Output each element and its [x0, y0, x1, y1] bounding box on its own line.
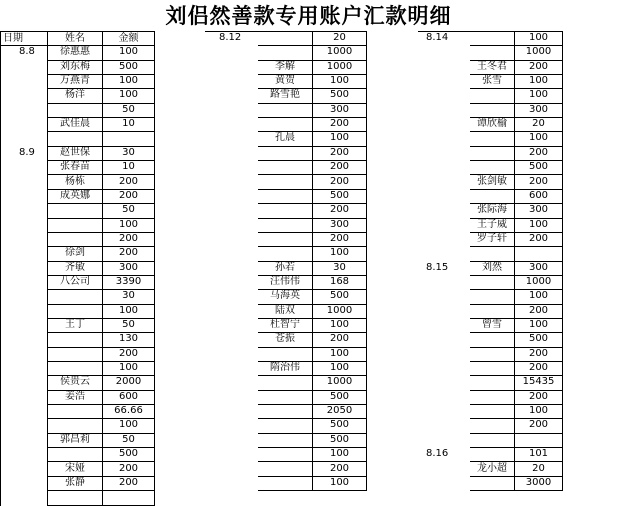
- block2-date-cell[interactable]: 8.12: [219, 32, 242, 43]
- block2-date-cell[interactable]: [205, 447, 258, 462]
- header-amount: 金额: [103, 31, 155, 46]
- block1-name-cell[interactable]: 徐惠惠: [48, 45, 103, 60]
- block3-amount-cell[interactable]: 500: [515, 160, 563, 175]
- block3-date-cell[interactable]: [418, 189, 470, 204]
- block1-amount-cell[interactable]: 66.66: [103, 404, 155, 419]
- block2-date-cell[interactable]: [205, 175, 258, 190]
- block1-name-cell[interactable]: 万燕青: [48, 74, 103, 89]
- block3-name-cell[interactable]: [470, 246, 515, 261]
- block1-name-cell[interactable]: [48, 289, 103, 304]
- block2-name-cell[interactable]: [258, 390, 313, 405]
- block2-name-cell[interactable]: [258, 103, 313, 118]
- block1-name-cell[interactable]: [48, 218, 103, 233]
- block3-name-cell[interactable]: [470, 375, 515, 390]
- block3-date-cell[interactable]: [418, 332, 470, 347]
- block2-name-cell[interactable]: [258, 476, 313, 491]
- block2-date-cell[interactable]: [205, 88, 258, 103]
- block2-amount-cell[interactable]: 1000: [313, 45, 367, 60]
- block2-name-cell[interactable]: [258, 117, 313, 132]
- block3-date-cell[interactable]: [418, 433, 470, 448]
- block1-date-cell[interactable]: 8.9: [0, 146, 48, 161]
- block3-amount-cell[interactable]: 100: [515, 218, 563, 233]
- block3-date-cell[interactable]: [418, 375, 470, 390]
- block2-date-cell[interactable]: [205, 74, 258, 89]
- block3-name-cell[interactable]: [470, 476, 515, 491]
- block3-name-cell[interactable]: 曾雪: [470, 318, 515, 333]
- block1-amount-cell[interactable]: 10: [103, 117, 155, 132]
- block2-date-cell[interactable]: [205, 332, 258, 347]
- block3-amount-cell[interactable]: 1000: [515, 275, 563, 290]
- block2-amount-cell[interactable]: 300: [313, 218, 367, 233]
- block1-date-cell[interactable]: 8.8: [0, 45, 48, 60]
- block1-date-cell[interactable]: [0, 117, 48, 132]
- block3-date-cell[interactable]: [418, 88, 470, 103]
- block3-date-cell[interactable]: 8.16: [426, 448, 449, 460]
- block1-amount-cell[interactable]: 100: [103, 45, 155, 60]
- block2-amount-cell[interactable]: 168: [313, 275, 367, 290]
- block2-amount-cell[interactable]: 1000: [313, 60, 367, 75]
- block3-date-cell[interactable]: [418, 289, 470, 304]
- block3-name-cell[interactable]: 罗子轩: [470, 232, 515, 247]
- block3-date-cell[interactable]: [418, 318, 470, 333]
- block1-date-cell[interactable]: [0, 275, 48, 290]
- block3-name-cell[interactable]: [470, 447, 515, 462]
- block2-date-cell[interactable]: [205, 117, 258, 132]
- block3-name-cell[interactable]: 谭欣榆: [470, 117, 515, 132]
- block3-date-cell[interactable]: [418, 175, 470, 190]
- block2-amount-cell[interactable]: 200: [313, 175, 367, 190]
- block2-amount-cell[interactable]: 500: [313, 433, 367, 448]
- block2-amount-cell[interactable]: 2050: [313, 404, 367, 419]
- block1-name-cell[interactable]: 徐剑: [48, 246, 103, 261]
- block2-amount-cell[interactable]: 200: [313, 117, 367, 132]
- block2-amount-cell[interactable]: 300: [313, 103, 367, 118]
- block1-amount-cell[interactable]: 200: [103, 462, 155, 477]
- block3-amount-cell[interactable]: 300: [515, 103, 563, 118]
- block2-name-cell[interactable]: [258, 418, 313, 433]
- block2-date-cell[interactable]: [205, 418, 258, 433]
- block3-date-cell[interactable]: [418, 462, 470, 477]
- block1-amount-cell[interactable]: 100: [103, 418, 155, 433]
- block3-amount-cell[interactable]: [515, 433, 563, 448]
- block1-date-cell[interactable]: [0, 332, 48, 347]
- block3-name-cell[interactable]: 王子威: [470, 218, 515, 233]
- block1-amount-cell[interactable]: 100: [103, 74, 155, 89]
- block3-name-cell[interactable]: [470, 332, 515, 347]
- block1-amount-cell[interactable]: 200: [103, 476, 155, 491]
- block2-name-cell[interactable]: [258, 31, 313, 46]
- block1-amount-cell[interactable]: 100: [103, 218, 155, 233]
- block3-amount-cell[interactable]: 100: [515, 404, 563, 419]
- block1-name-cell[interactable]: 杨栋: [48, 175, 103, 190]
- block1-name-cell[interactable]: [48, 347, 103, 362]
- block3-amount-cell[interactable]: 101: [515, 447, 563, 462]
- block2-name-cell[interactable]: [258, 447, 313, 462]
- block3-amount-cell[interactable]: 300: [515, 203, 563, 218]
- block1-amount-cell[interactable]: 200: [103, 232, 155, 247]
- sheet-title: 刘侣然善款专用账户汇款明细: [165, 4, 452, 28]
- block3-name-cell[interactable]: 张剑敏: [470, 175, 515, 190]
- block2-amount-cell[interactable]: 1000: [313, 375, 367, 390]
- block1-date-cell[interactable]: [0, 433, 48, 448]
- block1-name-cell[interactable]: [48, 490, 103, 505]
- block3-amount-cell[interactable]: 600: [515, 189, 563, 204]
- block2-date-cell[interactable]: [205, 289, 258, 304]
- block2-name-cell[interactable]: [258, 433, 313, 448]
- block2-date-cell[interactable]: [205, 203, 258, 218]
- block2-name-cell[interactable]: [258, 375, 313, 390]
- block3-name-cell[interactable]: [470, 433, 515, 448]
- block2-name-cell[interactable]: 汪伟伟: [258, 275, 313, 290]
- block3-name-cell[interactable]: 王冬君: [470, 60, 515, 75]
- block2-date-cell[interactable]: [205, 146, 258, 161]
- block1-date-cell[interactable]: [0, 232, 48, 247]
- block1-name-cell[interactable]: [48, 131, 103, 146]
- block3-name-cell[interactable]: [470, 31, 515, 46]
- block2-amount-cell[interactable]: 100: [313, 447, 367, 462]
- block1-name-cell[interactable]: [48, 103, 103, 118]
- block2-name-cell[interactable]: 孙若: [258, 261, 313, 276]
- block2-name-cell[interactable]: 路雪艳: [258, 88, 313, 103]
- block1-date-cell[interactable]: [0, 418, 48, 433]
- block1-name-cell[interactable]: 齐敏: [48, 261, 103, 276]
- block1-date-cell[interactable]: [0, 74, 48, 89]
- block2-date-cell[interactable]: [205, 476, 258, 491]
- block2-name-cell[interactable]: [258, 175, 313, 190]
- block3-name-cell[interactable]: [470, 146, 515, 161]
- block3-date-cell[interactable]: [418, 146, 470, 161]
- block3-date-cell[interactable]: [418, 160, 470, 175]
- block1-amount-cell[interactable]: 30: [103, 289, 155, 304]
- block1-amount-cell[interactable]: 50: [103, 103, 155, 118]
- block1-amount-cell[interactable]: 100: [103, 304, 155, 319]
- block2-amount-cell[interactable]: 1000: [313, 304, 367, 319]
- block3-date-cell[interactable]: [418, 131, 470, 146]
- block3-date-cell[interactable]: [418, 275, 470, 290]
- block3-name-cell[interactable]: [470, 45, 515, 60]
- block2-amount-cell[interactable]: 100: [313, 476, 367, 491]
- block2-amount-cell[interactable]: 100: [313, 131, 367, 146]
- block2-date-cell[interactable]: [205, 304, 258, 319]
- block2-name-cell[interactable]: [258, 189, 313, 204]
- block3-name-cell[interactable]: [470, 88, 515, 103]
- block1-name-cell[interactable]: 杨洋: [48, 88, 103, 103]
- block1-amount-cell[interactable]: 100: [103, 361, 155, 376]
- block3-amount-cell[interactable]: 100: [515, 74, 563, 89]
- header-date: 日期: [0, 31, 48, 46]
- block2-date-cell[interactable]: [205, 275, 258, 290]
- block3-date-cell[interactable]: [418, 117, 470, 132]
- block2-date-cell[interactable]: [205, 160, 258, 175]
- block1-amount-cell[interactable]: 2000: [103, 375, 155, 390]
- block1-name-cell[interactable]: 郭昌莉: [48, 433, 103, 448]
- block3-date-cell[interactable]: [418, 74, 470, 89]
- block3-name-cell[interactable]: [470, 361, 515, 376]
- block2-name-cell[interactable]: 李解: [258, 60, 313, 75]
- block1-amount-cell[interactable]: 50: [103, 318, 155, 333]
- block1-date-cell[interactable]: [0, 375, 48, 390]
- block2-amount-cell[interactable]: 500: [313, 390, 367, 405]
- block2-date-cell[interactable]: [205, 375, 258, 390]
- block2-amount-cell[interactable]: 200: [313, 462, 367, 477]
- block3-name-cell[interactable]: 张际海: [470, 203, 515, 218]
- block3-name-cell[interactable]: [470, 275, 515, 290]
- block1-date-cell[interactable]: [0, 304, 48, 319]
- block1-amount-cell[interactable]: 50: [103, 203, 155, 218]
- block3-date-cell[interactable]: [418, 404, 470, 419]
- block1-name-cell[interactable]: 张春苗: [48, 160, 103, 175]
- block1-amount-cell[interactable]: 500: [103, 447, 155, 462]
- block1-amount-cell[interactable]: 300: [103, 261, 155, 276]
- block3-name-cell[interactable]: 刘然: [470, 261, 515, 276]
- block2-date-cell[interactable]: [205, 131, 258, 146]
- block1-date-cell[interactable]: [0, 88, 48, 103]
- block1-date-cell[interactable]: [0, 476, 48, 491]
- block3-amount-cell[interactable]: 500: [515, 332, 563, 347]
- block1-amount-cell[interactable]: 200: [103, 189, 155, 204]
- block2-amount-cell[interactable]: 100: [313, 246, 367, 261]
- block1-name-cell[interactable]: 张静: [48, 476, 103, 491]
- block2-name-cell[interactable]: [258, 462, 313, 477]
- block3-amount-cell[interactable]: 100: [515, 31, 563, 46]
- block2-amount-cell[interactable]: 200: [313, 203, 367, 218]
- block3-date-cell[interactable]: 8.15: [426, 261, 449, 273]
- block1-amount-cell[interactable]: 30: [103, 146, 155, 161]
- block3-amount-cell[interactable]: 1000: [515, 45, 563, 60]
- block2-name-cell[interactable]: 马海英: [258, 289, 313, 304]
- block3-name-cell[interactable]: [470, 103, 515, 118]
- block2-amount-cell[interactable]: 500: [313, 88, 367, 103]
- block1-name-cell[interactable]: 赵世保: [48, 146, 103, 161]
- block3-name-cell[interactable]: 龙小超: [470, 462, 515, 477]
- block1-name-cell[interactable]: 侯贵云: [48, 375, 103, 390]
- block1-amount-cell[interactable]: 200: [103, 246, 155, 261]
- block3-amount-cell[interactable]: 20: [515, 117, 563, 132]
- block3-name-cell[interactable]: [470, 160, 515, 175]
- block1-date-cell[interactable]: [0, 361, 48, 376]
- block3-amount-cell[interactable]: 200: [515, 175, 563, 190]
- block2-name-cell[interactable]: 杜智宁: [258, 318, 313, 333]
- block1-name-cell[interactable]: 宋娅: [48, 462, 103, 477]
- block1-date-cell[interactable]: [0, 60, 48, 75]
- block1-date-cell[interactable]: [0, 462, 48, 477]
- block1-amount-cell[interactable]: 10: [103, 160, 155, 175]
- block1-date-cell[interactable]: [0, 347, 48, 362]
- block1-amount-cell[interactable]: 200: [103, 175, 155, 190]
- block3-date-cell[interactable]: [418, 218, 470, 233]
- block2-date-cell[interactable]: [205, 462, 258, 477]
- block1-date-cell[interactable]: [0, 490, 48, 505]
- block2-name-cell[interactable]: [258, 232, 313, 247]
- block3-date-cell[interactable]: [418, 246, 470, 261]
- block2-date-cell[interactable]: [205, 261, 258, 276]
- block2-date-cell[interactable]: [205, 390, 258, 405]
- block2-name-cell[interactable]: [258, 203, 313, 218]
- block2-date-cell[interactable]: [205, 318, 258, 333]
- block2-amount-cell[interactable]: 500: [313, 289, 367, 304]
- block3-amount-cell[interactable]: 200: [515, 146, 563, 161]
- block1-name-cell[interactable]: [48, 203, 103, 218]
- block1-date-cell[interactable]: [0, 404, 48, 419]
- block1-name-cell[interactable]: 刘东梅: [48, 60, 103, 75]
- block2-amount-cell[interactable]: 200: [313, 146, 367, 161]
- block2-date-cell[interactable]: [205, 218, 258, 233]
- block3-amount-cell[interactable]: 300: [515, 261, 563, 276]
- block2-name-cell[interactable]: 隋治伟: [258, 361, 313, 376]
- block3-name-cell[interactable]: [470, 347, 515, 362]
- block3-date-cell[interactable]: 8.14: [426, 32, 449, 43]
- block3-amount-cell[interactable]: 200: [515, 60, 563, 75]
- block2-name-cell[interactable]: 陆双: [258, 304, 313, 319]
- block3-amount-cell[interactable]: 100: [515, 289, 563, 304]
- block1-name-cell[interactable]: [48, 447, 103, 462]
- block2-amount-cell[interactable]: 100: [313, 74, 367, 89]
- block1-amount-cell[interactable]: 3390: [103, 275, 155, 290]
- block2-date-cell[interactable]: [205, 60, 258, 75]
- block2-amount-cell[interactable]: 500: [313, 189, 367, 204]
- block1-amount-cell[interactable]: 600: [103, 390, 155, 405]
- block1-date-cell[interactable]: [0, 203, 48, 218]
- block3-amount-cell[interactable]: 200: [515, 347, 563, 362]
- block3-date-cell[interactable]: [418, 418, 470, 433]
- block2-date-cell[interactable]: [205, 246, 258, 261]
- block2-name-cell[interactable]: 黄贺: [258, 74, 313, 89]
- block1-date-cell[interactable]: [0, 189, 48, 204]
- block1-date-cell[interactable]: [0, 289, 48, 304]
- block1-amount-cell[interactable]: 500: [103, 60, 155, 75]
- block3-amount-cell[interactable]: 200: [515, 390, 563, 405]
- block2-amount-cell[interactable]: 100: [313, 318, 367, 333]
- block1-date-cell[interactable]: [0, 447, 48, 462]
- block2-date-cell[interactable]: [205, 189, 258, 204]
- block2-name-cell[interactable]: [258, 146, 313, 161]
- block3-date-cell[interactable]: [418, 304, 470, 319]
- block2-date-cell[interactable]: [205, 404, 258, 419]
- block3-amount-cell[interactable]: 200: [515, 361, 563, 376]
- block1-date-cell[interactable]: [0, 261, 48, 276]
- block3-name-cell[interactable]: [470, 418, 515, 433]
- block2-name-cell[interactable]: [258, 246, 313, 261]
- block1-name-cell[interactable]: 成英娜: [48, 189, 103, 204]
- block1-amount-cell[interactable]: 130: [103, 332, 155, 347]
- block2-amount-cell[interactable]: 100: [313, 361, 367, 376]
- block2-amount-cell[interactable]: 200: [313, 332, 367, 347]
- block2-name-cell[interactable]: [258, 45, 313, 60]
- block1-name-cell[interactable]: 武佳晨: [48, 117, 103, 132]
- block1-date-cell[interactable]: [0, 218, 48, 233]
- block2-amount-cell[interactable]: 30: [313, 261, 367, 276]
- block1-amount-cell[interactable]: 200: [103, 347, 155, 362]
- block3-amount-cell[interactable]: 200: [515, 304, 563, 319]
- block1-name-cell[interactable]: [48, 361, 103, 376]
- block1-name-cell[interactable]: 姜浩: [48, 390, 103, 405]
- block1-name-cell[interactable]: [48, 304, 103, 319]
- block1-name-cell[interactable]: 王丁: [48, 318, 103, 333]
- block1-amount-cell[interactable]: [103, 131, 155, 146]
- block1-date-cell[interactable]: [0, 390, 48, 405]
- block2-date-cell[interactable]: [205, 45, 258, 60]
- block3-date-cell[interactable]: [418, 45, 470, 60]
- block3-name-cell[interactable]: [470, 131, 515, 146]
- block2-date-cell[interactable]: [205, 361, 258, 376]
- block3-date-cell[interactable]: [418, 361, 470, 376]
- block3-amount-cell[interactable]: 15435: [515, 375, 563, 390]
- block2-name-cell[interactable]: 苍振: [258, 332, 313, 347]
- block1-date-cell[interactable]: [0, 131, 48, 146]
- block2-amount-cell[interactable]: 200: [313, 232, 367, 247]
- header-name: 姓名: [48, 31, 103, 46]
- block3-date-cell[interactable]: [418, 476, 470, 491]
- block1-amount-cell[interactable]: [103, 490, 155, 505]
- block3-name-cell[interactable]: [470, 189, 515, 204]
- block1-date-cell[interactable]: [0, 318, 48, 333]
- block1-amount-cell[interactable]: 50: [103, 433, 155, 448]
- block2-amount-cell[interactable]: 200: [313, 160, 367, 175]
- block3-amount-cell[interactable]: 100: [515, 88, 563, 103]
- block2-name-cell[interactable]: [258, 404, 313, 419]
- block3-date-cell[interactable]: [418, 103, 470, 118]
- block3-name-cell[interactable]: [470, 404, 515, 419]
- block2-date-cell[interactable]: [205, 103, 258, 118]
- block3-amount-cell[interactable]: 100: [515, 318, 563, 333]
- block1-name-cell[interactable]: [48, 404, 103, 419]
- block1-date-cell[interactable]: [0, 160, 48, 175]
- block3-date-cell[interactable]: [418, 347, 470, 362]
- block3-amount-cell[interactable]: 200: [515, 418, 563, 433]
- block2-name-cell[interactable]: [258, 160, 313, 175]
- block1-amount-cell[interactable]: 100: [103, 88, 155, 103]
- block3-date-cell[interactable]: [418, 232, 470, 247]
- block1-date-cell[interactable]: [0, 246, 48, 261]
- block3-amount-cell[interactable]: [515, 246, 563, 261]
- block1-name-cell[interactable]: [48, 418, 103, 433]
- block1-date-cell[interactable]: [0, 103, 48, 118]
- block2-name-cell[interactable]: [258, 347, 313, 362]
- block2-amount-cell[interactable]: 20: [313, 31, 367, 46]
- block2-date-cell[interactable]: [205, 433, 258, 448]
- block1-name-cell[interactable]: 八公司: [48, 275, 103, 290]
- block1-date-cell[interactable]: [0, 175, 48, 190]
- block3-date-cell[interactable]: [418, 390, 470, 405]
- block1-name-cell[interactable]: [48, 232, 103, 247]
- block2-name-cell[interactable]: [258, 218, 313, 233]
- block3-date-cell[interactable]: [418, 60, 470, 75]
- block3-date-cell[interactable]: [418, 203, 470, 218]
- block3-amount-cell[interactable]: 200: [515, 232, 563, 247]
- block3-name-cell[interactable]: 张雪: [470, 74, 515, 89]
- block3-amount-cell[interactable]: 3000: [515, 476, 563, 491]
- block2-date-cell[interactable]: [205, 347, 258, 362]
- block2-date-cell[interactable]: [205, 232, 258, 247]
- block2-amount-cell[interactable]: 100: [313, 347, 367, 362]
- block2-name-cell[interactable]: 孔晨: [258, 131, 313, 146]
- block3-name-cell[interactable]: [470, 289, 515, 304]
- block3-name-cell[interactable]: [470, 304, 515, 319]
- block2-amount-cell[interactable]: 500: [313, 418, 367, 433]
- block3-name-cell[interactable]: [470, 390, 515, 405]
- block3-amount-cell[interactable]: 20: [515, 462, 563, 477]
- block1-name-cell[interactable]: [48, 332, 103, 347]
- block3-amount-cell[interactable]: 100: [515, 131, 563, 146]
